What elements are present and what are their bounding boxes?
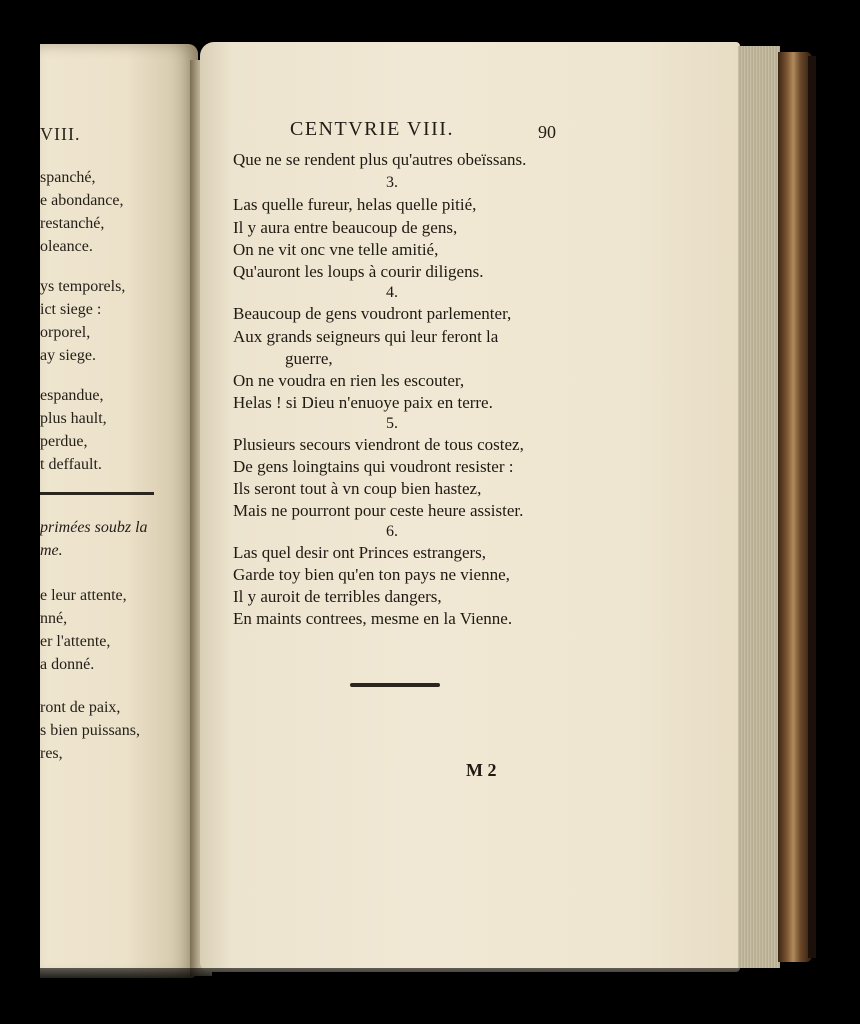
left-line: nné, <box>40 610 68 627</box>
running-header: CENTVRIE VIII. <box>290 118 454 140</box>
verse-line: Helas ! si Dieu n'enuoye paix en terre. <box>233 393 493 412</box>
verse-line: Qu'auront les loups à courir diligens. <box>233 262 484 281</box>
left-line: primées soubz la <box>40 519 148 536</box>
left-page-divider <box>40 492 154 495</box>
page-fore-edge <box>738 46 780 968</box>
left-line: er l'attente, <box>40 633 111 650</box>
left-line: perdue, <box>40 433 88 450</box>
left-line: plus hault, <box>40 410 107 427</box>
verse-line: Beaucoup de gens voudront parlementer, <box>233 304 512 323</box>
verse-line: Que ne se rendent plus qu'autres obeïssans. <box>233 150 527 169</box>
bottom-shadow <box>40 968 820 986</box>
quatrain-number: 5. <box>386 415 398 432</box>
left-line: ay siege. <box>40 347 96 364</box>
verse-line: Las quel desir ont Princes estrangers, <box>233 543 487 562</box>
left-line: ys temporels, <box>40 278 126 295</box>
left-page <box>40 44 198 978</box>
left-line: me. <box>40 542 63 559</box>
quatrain-number: 4. <box>386 284 398 301</box>
verse-line: Aux grands seigneurs qui leur feront la <box>233 327 499 346</box>
left-line: oleance. <box>40 238 93 255</box>
left-line: orporel, <box>40 324 91 341</box>
verse-line: De gens loingtains qui voudront resister : <box>233 457 514 476</box>
page-number: 90 <box>538 122 556 142</box>
verse-line: Garde toy bien qu'en ton pays ne vienne, <box>233 565 510 584</box>
quatrain-number: 6. <box>386 523 398 540</box>
verse-line: On ne voudra en rien les escouter, <box>233 371 465 390</box>
verse-line: Ils seront tout à vn coup bien hastez, <box>233 479 482 498</box>
left-line: ront de paix, <box>40 699 121 716</box>
signature-mark: M 2 <box>466 760 497 780</box>
verse-line: guerre, <box>285 349 333 368</box>
left-line: restanché, <box>40 215 105 232</box>
quatrain-number: 3. <box>386 174 398 191</box>
left-line: spanché, <box>40 169 96 186</box>
section-end-rule <box>350 683 440 687</box>
verse-line: Mais ne pourront pour ceste heure assister. <box>233 501 524 520</box>
verse-line: Las quelle fureur, helas quelle pitié, <box>233 195 477 214</box>
left-line: e abondance, <box>40 192 124 209</box>
left-line: e leur attente, <box>40 587 127 604</box>
book-cover-edge <box>778 52 812 962</box>
verse-line: Plusieurs secours viendront de tous costez, <box>233 435 524 454</box>
left-page-header: VIII. <box>40 124 81 144</box>
left-line: t deffault. <box>40 456 102 473</box>
verse-line: En maints contrees, mesme en la Vienne. <box>233 609 513 628</box>
left-line: a donné. <box>40 656 95 673</box>
verse-line: On ne vit onc vne telle amitié, <box>233 240 439 259</box>
left-line: res, <box>40 745 63 762</box>
left-line: espandue, <box>40 387 104 404</box>
left-line: s bien puissans, <box>40 722 140 739</box>
verse-line: Il y aura entre beaucoup de gens, <box>233 218 458 237</box>
verse-line: Il y auroit de terribles dangers, <box>233 587 442 606</box>
left-line: ict siege : <box>40 301 102 318</box>
cover-shadow <box>808 56 816 958</box>
